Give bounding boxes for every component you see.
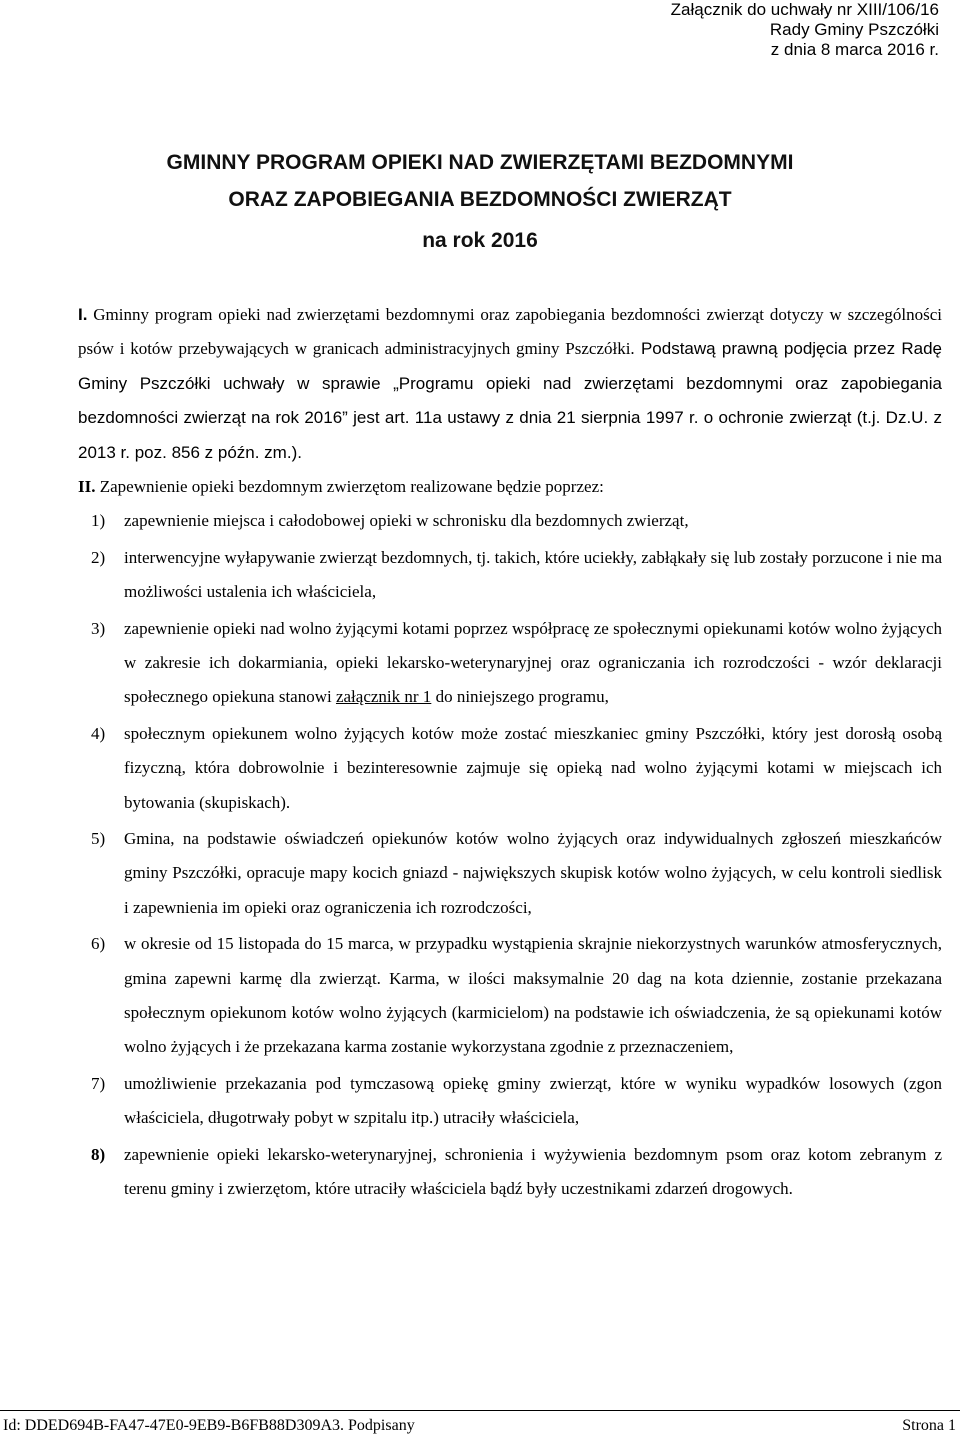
document-title-line-2: ORAZ ZAPOBIEGANIA BEZDOMNOŚCI ZWIERZĄT [228, 188, 732, 211]
list-item-text-end: do niniejszego programu, [431, 687, 609, 707]
attachment-council-name: Rady Gminy Pszczółki [769, 20, 939, 39]
attachment-date: z dnia 8 marca 2016 r. [770, 40, 939, 59]
list-item [78, 1138, 942, 1207]
list-item-number: 7) [91, 1073, 106, 1093]
section-1-legal-basis-text: Podstawą prawną podjęcia przez Radę Gminy Pszczółki uchwały w sprawie „Programu opieki nad zwierzętami bezdomnymi oraz zapobiegania bezdomności zwierząt na rok 2016” jest art. 11a ustawy z dnia 21 sierpnia 1997 r. o ochronie zwierząt (t.j. Dz.U. z 2013 r. poz. 856 z późn. zm.). [78, 339, 942, 462]
list-item-text: zapewnienie miejsca i całodobowej opieki w schronisku dla bezdomnych zwierząt, [124, 511, 689, 531]
list-item-text: interwencyjne wyłapywanie zwierząt bezdomnych, tj. takich, które uciekły, zabłąkały się lub zostały porzucone i nie ma możliwości ustalenia ich właściciela, [124, 547, 942, 602]
list-item-text: zapewnienie opieki lekarsko-weterynaryjnej, schronienia i wyżywienia bezdomnym psom oraz kotom zebranym z terenu gminy i zwierzętom, które utraciły właściciela bądź były uczestnikami zdarzeń drogowych. [124, 1144, 942, 1199]
list-item-number: 6) [91, 934, 106, 954]
document-title-year: na rok 2016 [422, 229, 538, 252]
list-item-text: w okresie od 15 listopada do 15 marca, w przypadku wystąpienia skrajnie niekorzystnych warunków atmosferycznych, gmina zapewni karmę dla zwierząt. Karma, w ilości maksymalnie 20 dag na kota dziennie, zostanie przekazana społecznym opiekunom kotów wolno żyjących (karmicielom) na podstawie ich oświadczenia, że są opiekunami kotów wolno żyjących i że przekazana karma zostanie wykorzystana zgodnie z przeznaczeniem, [124, 934, 942, 1057]
list-item-number: 3) [91, 618, 106, 638]
document-id-signature: Id: DDED694B-FA47-47E0-9EB9-B6FB88D309A3. Podpisany [3, 1417, 415, 1434]
attachment-resolution-number: Załącznik do uchwały nr XIII/106/16 [670, 0, 939, 19]
list-item [78, 504, 942, 538]
list-item-number: 8) [91, 1144, 106, 1164]
attachment-link[interactable]: załącznik nr 1 [335, 687, 432, 707]
list-item [78, 927, 942, 1065]
section-1-paragraph [78, 298, 942, 470]
section-2-list [78, 504, 942, 1206]
section-2 [78, 470, 942, 1209]
list-item [78, 612, 942, 715]
list-item [78, 541, 942, 610]
list-item-text: Gmina, na podstawie oświadczeń opiekunów kotów wolno żyjących oraz indywidualnych zgłoszeń mieszkańców gminy Pszczółki, opracuje mapy kocich gniazd - największych skupisk kotów wolno żyjących, w celu kontroli siedlisk i zapewnienia im opieki oraz ograniczenia ich rozrodczości, [124, 829, 942, 917]
list-item-text: społecznym opiekunem wolno żyjących kotów może zostać mieszkaniec gminy Pszczółki, który jest dorosłą osobą fizyczną, która dobrowolnie i bezinteresownie zajmuje się opieką nad wolno żyjącymi kotami w miejscach ich bytowania (skupiskach). [124, 723, 942, 812]
page-number: Strona 1 [902, 1417, 956, 1434]
attachment-header [539, 0, 939, 60]
list-item [78, 1067, 942, 1136]
page-footer [0, 1410, 960, 1434]
list-item-number: 2) [91, 547, 106, 567]
list-item-number: 1) [91, 511, 106, 531]
document-title-line-1: GMINNY PROGRAM OPIEKI NAD ZWIERZĘTAMI BEZDOMNYMI [166, 151, 794, 174]
list-item-number: 4) [91, 723, 106, 743]
list-item-text: umożliwienie przekazania pod tymczasową opiekę gminy zwierząt, które w wyniku wypadków losowych (zgon właściciela, długotrwały pobyt w szpitalu itp.) utraciły właściciela, [124, 1073, 942, 1128]
section-2-intro [78, 470, 942, 504]
section-2-numeral: II. [78, 477, 96, 496]
list-item [78, 822, 942, 925]
section-1-numeral: I. [78, 305, 88, 324]
list-item-number: 5) [91, 829, 106, 849]
section-2-intro-text: Zapewnienie opieki bezdomnym zwierzętom realizowane będzie poprzez: [95, 477, 604, 496]
list-item [78, 717, 942, 820]
section-1-scope-text: Gminny program opieki nad zwierzętami bezdomnymi oraz zapobiegania bezdomności zwierząt dotyczy w szczególności psów i kotów przebywających w granicach administracyjnych gminy Pszczółki. [78, 305, 942, 359]
list-item-text: zapewnienie opieki nad wolno żyjącymi kotami poprzez współpracę ze społecznymi opiekunami kotów wolno żyjących w zakresie ich dokarmiania, opieki lekarsko-weterynaryjnej oraz ograniczania ich rozrodczości - wzór deklaracji społecznego opiekuna stanowi [124, 618, 942, 707]
